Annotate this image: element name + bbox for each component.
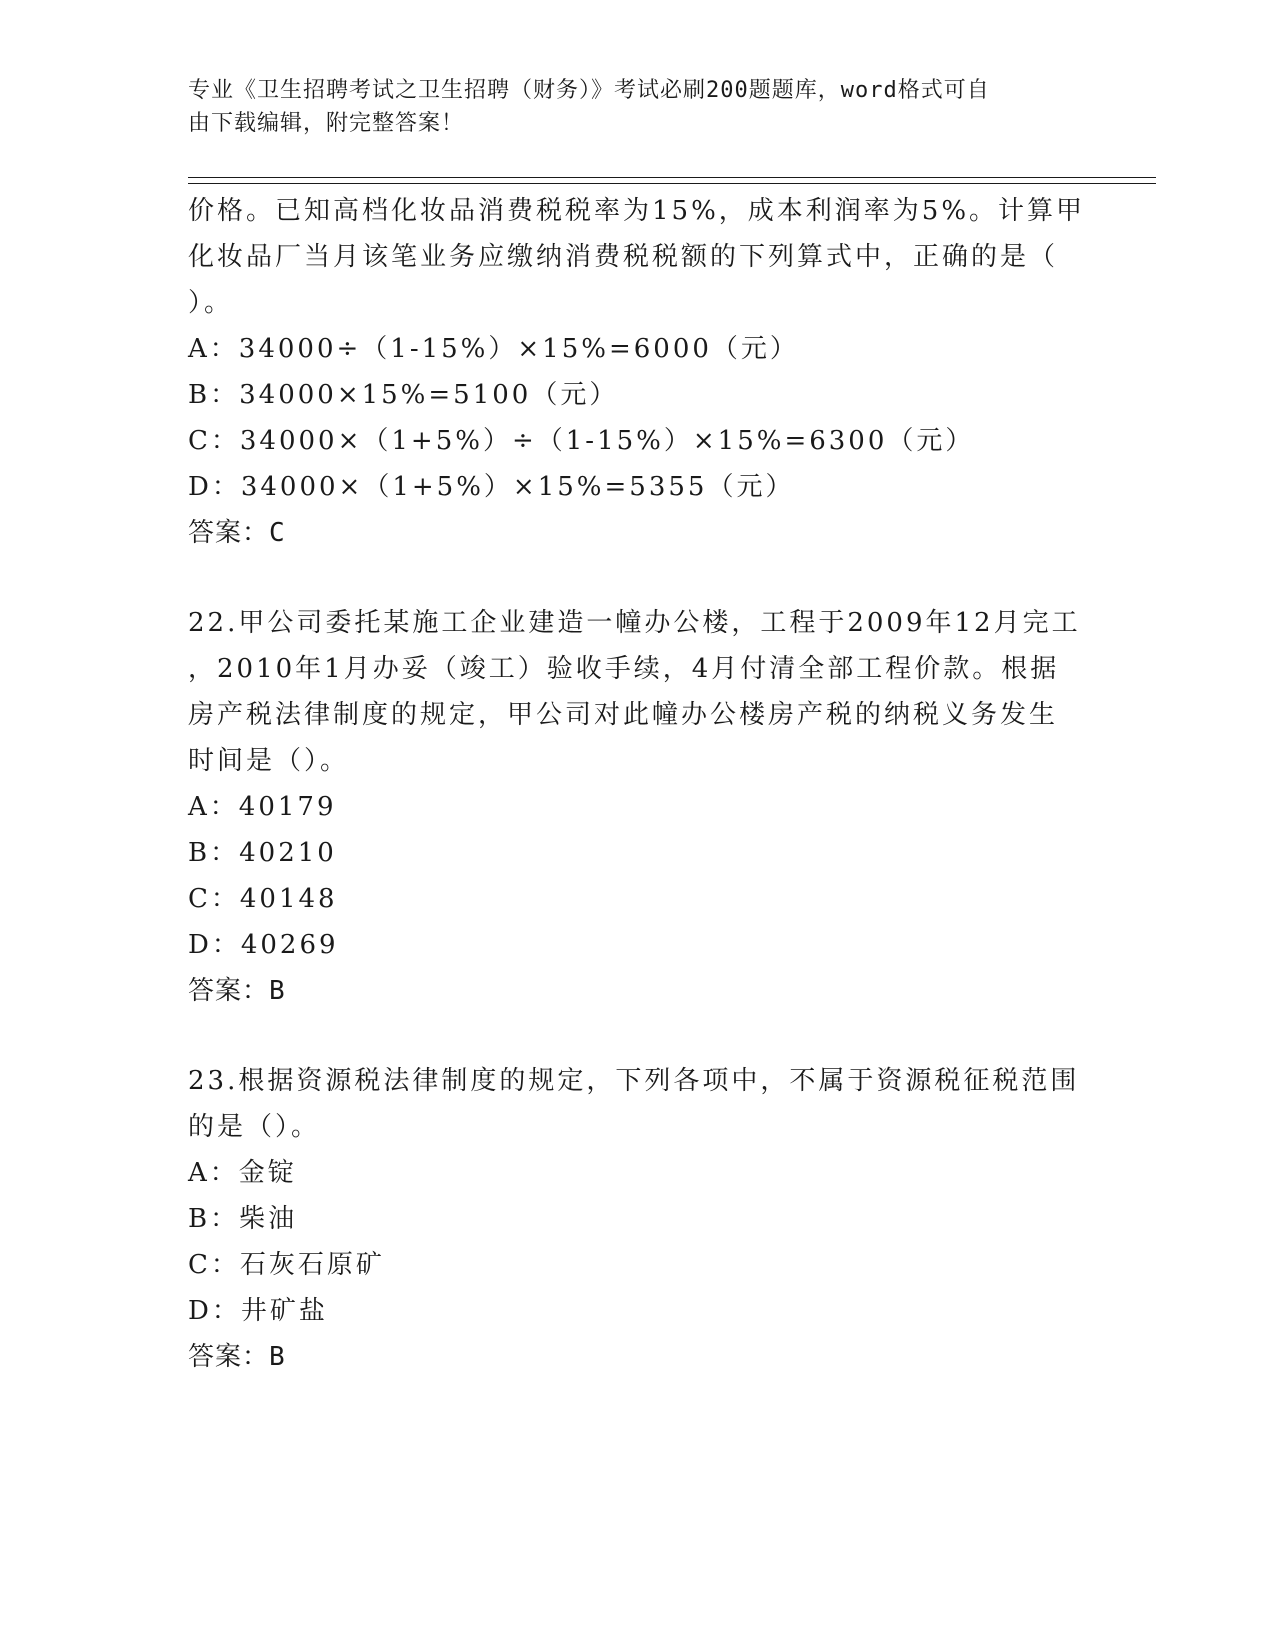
option-c: C：石灰石原矿 (188, 1250, 385, 1280)
option-b: B：柴油 (188, 1204, 298, 1234)
option-c: C：34000×（1+5%）÷（1-15%）×15%=6300（元） (188, 426, 975, 456)
question-stem-line: 价格。已知高档化妆品消费税税率为15%，成本利润率为5%。计算甲 (188, 196, 1086, 226)
option-a: A：金锭 (188, 1158, 297, 1188)
question-gap (188, 556, 1088, 600)
question-gap (188, 1014, 1088, 1058)
answer: 答案：B (188, 1342, 286, 1372)
header-divider-top (188, 177, 1156, 178)
question-stem-line: 化妆品厂当月该笔业务应缴纳消费税税额的下列算式中，正确的是（ (188, 242, 1059, 272)
option-d: D：40269 (188, 930, 339, 960)
document-body (188, 188, 1088, 1380)
option-a: A：34000÷（1-15%）×15%=6000（元） (188, 334, 799, 364)
answer: 答案：C (188, 518, 286, 548)
question-21 (188, 188, 1088, 556)
header-line-1: 专业《卫生招聘考试之卫生招聘（财务）》考试必刷200题题库，word格式可自 (188, 78, 990, 103)
question-stem-line: 时间是（）。 (188, 746, 350, 776)
header-divider-bottom (188, 183, 1156, 184)
header-line-2: 由下载编辑，附完整答案！ (188, 111, 465, 136)
option-d: D：34000×（1+5%）×15%=5355（元） (188, 472, 795, 502)
question-23 (188, 1058, 1088, 1380)
question-stem-line: 23.根据资源税法律制度的规定，下列各项中，不属于资源税征税范围 (188, 1066, 1080, 1096)
question-stem-line: 的是（）。 (188, 1112, 321, 1142)
question-stem-line: 22.甲公司委托某施工企业建造一幢办公楼，工程于2009年12月完工 (188, 608, 1081, 638)
question-stem-line: 房产税法律制度的规定，甲公司对此幢办公楼房产税的纳税义务发生 (188, 700, 1059, 730)
answer: 答案：B (188, 976, 286, 1006)
question-stem-line: ，2010年1月办妥（竣工）验收手续，4月付清全部工程价款。根据 (188, 654, 1060, 684)
document-header (188, 74, 1068, 140)
option-b: B：40210 (188, 838, 337, 868)
option-b: B：34000×15%=5100（元） (188, 380, 619, 410)
option-c: C：40148 (188, 884, 338, 914)
question-stem-line: ）。 (188, 288, 234, 318)
option-d: D：井矿盐 (188, 1296, 328, 1326)
option-a: A：40179 (188, 792, 337, 822)
question-22 (188, 600, 1088, 1014)
